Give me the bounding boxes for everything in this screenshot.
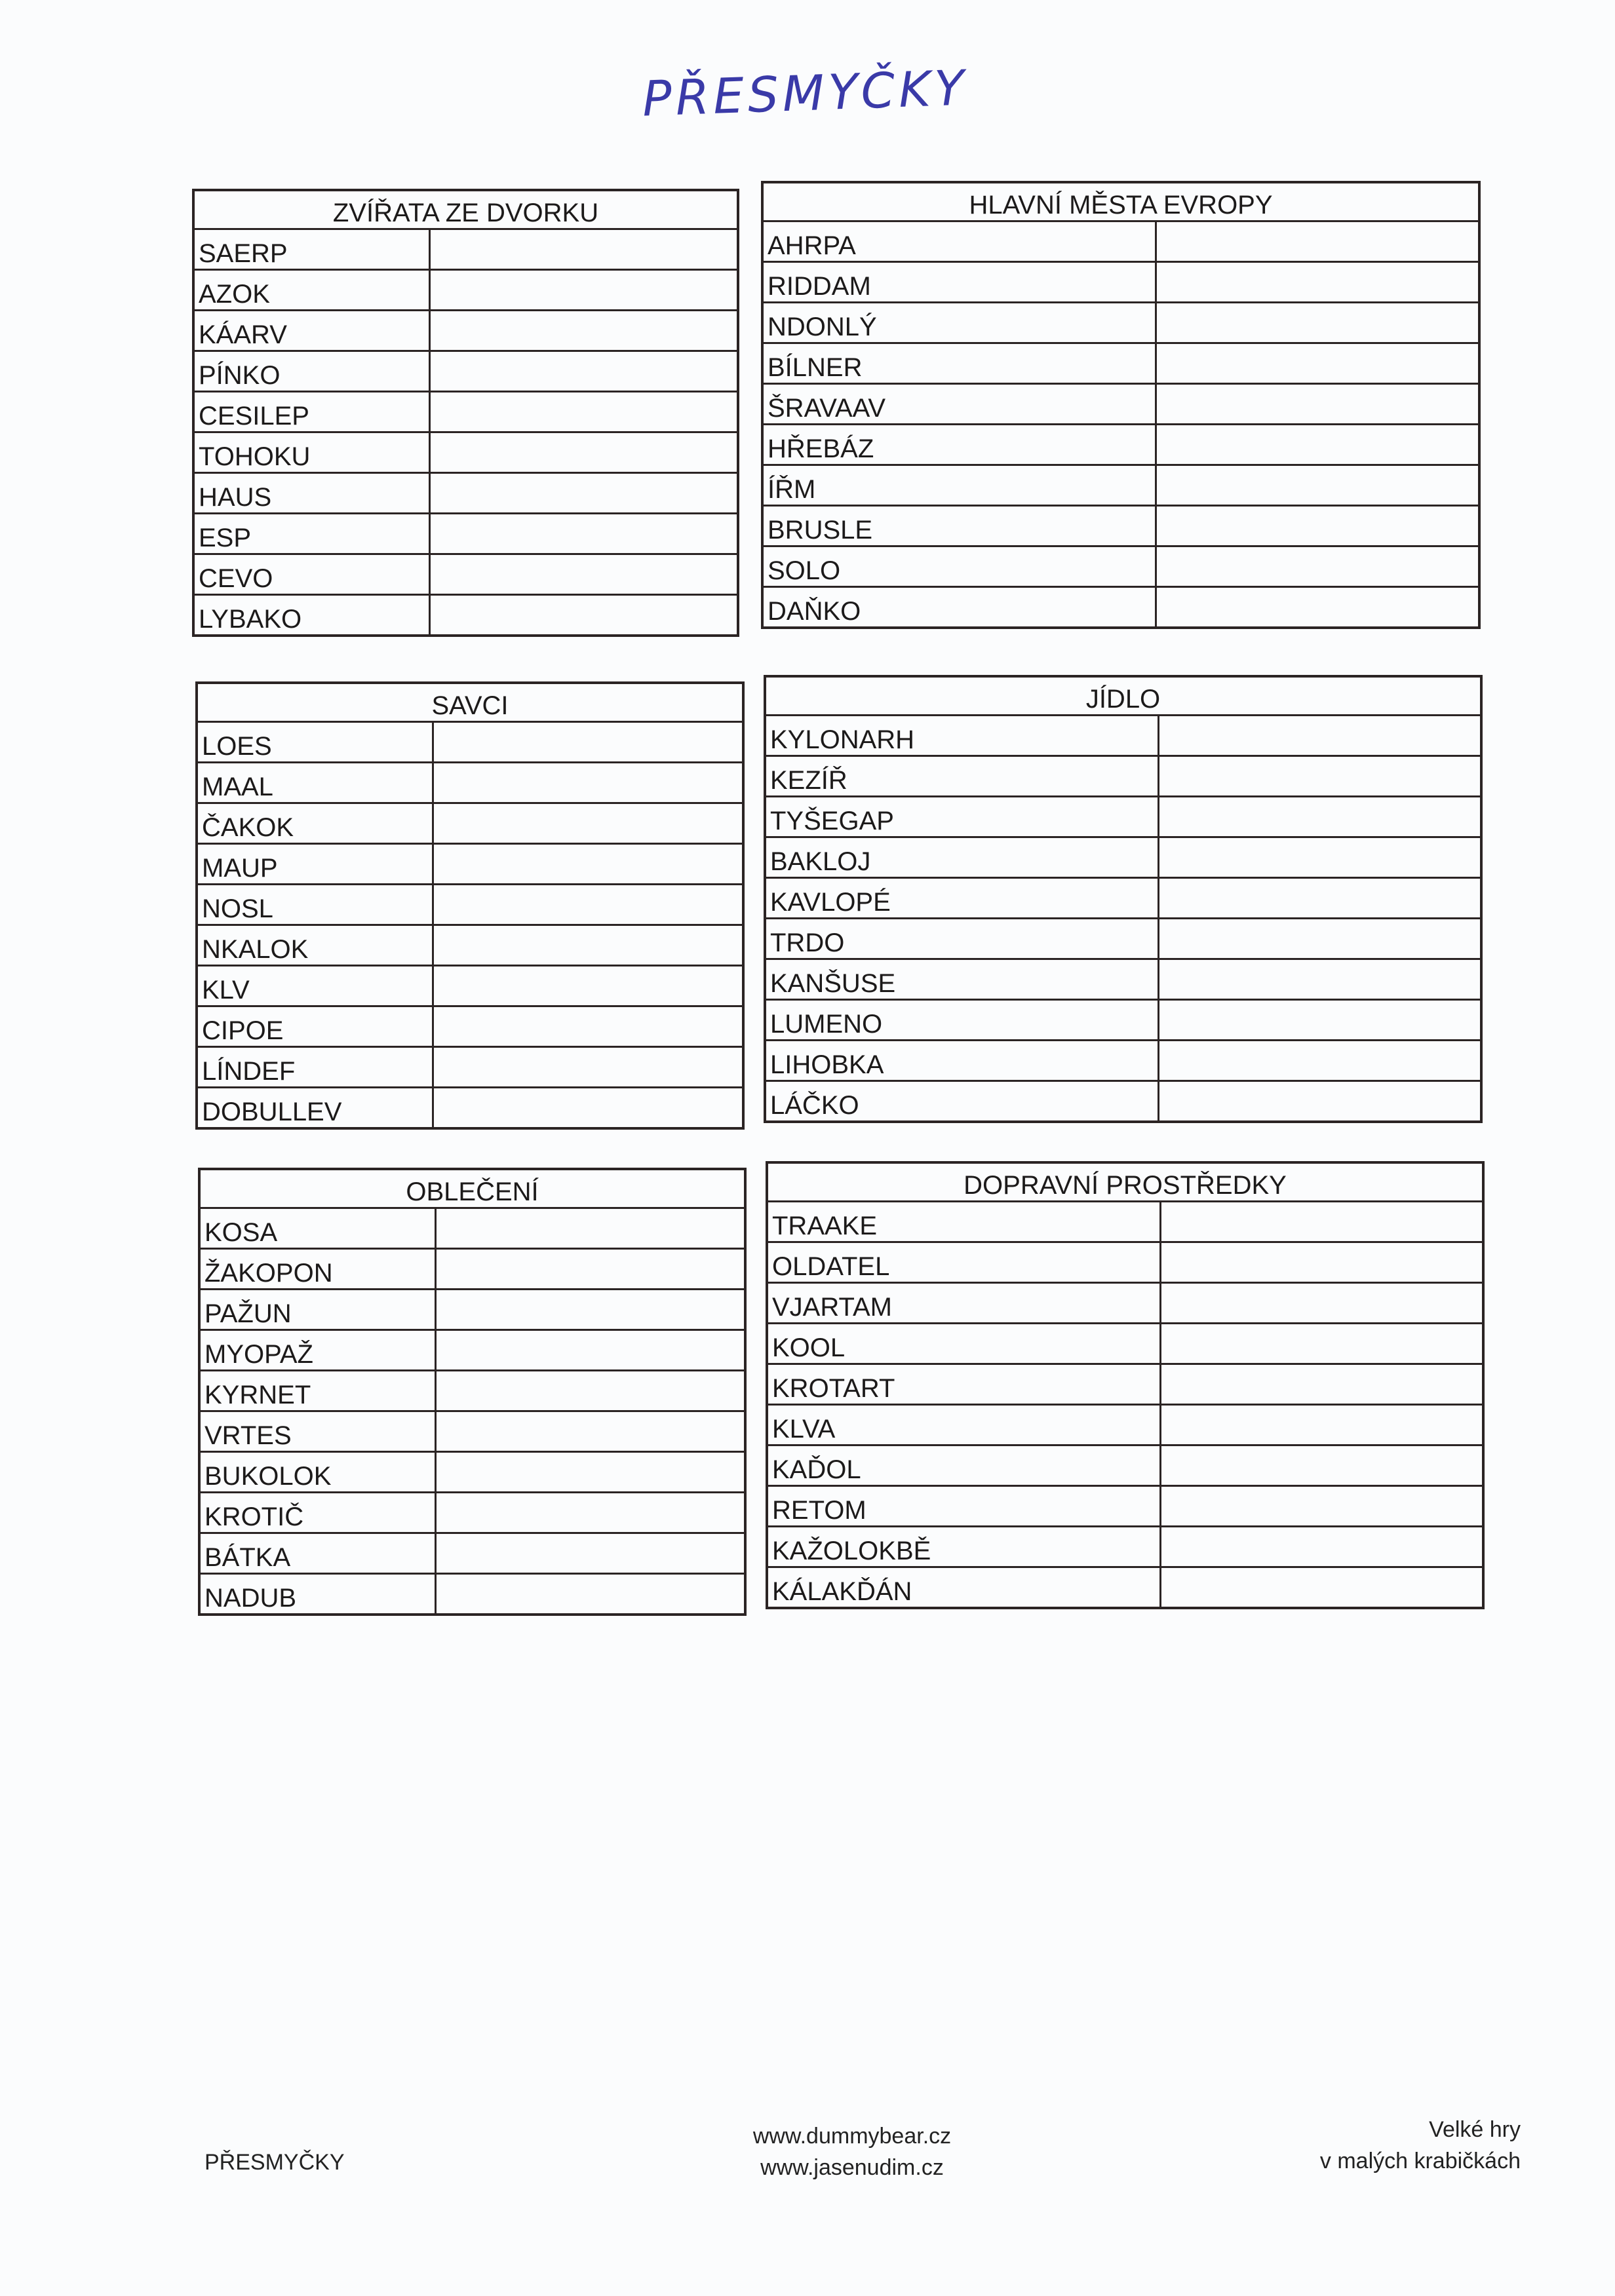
- table-row: [199, 1371, 745, 1411]
- answer-cell[interactable]: [433, 1047, 743, 1088]
- answer-cell[interactable]: [435, 1290, 745, 1330]
- table-row: [767, 1364, 1483, 1405]
- footer-left: PŘESMYČKY: [204, 2150, 345, 2175]
- scrambled-word: KAĎOL: [767, 1445, 1160, 1486]
- table-row: [767, 1283, 1483, 1324]
- scrambled-word: KOOL: [767, 1324, 1160, 1364]
- footer-url-1: www.dummybear.cz: [752, 2124, 952, 2149]
- answer-cell[interactable]: [1160, 1364, 1483, 1405]
- answer-cell[interactable]: [435, 1371, 745, 1411]
- answer-cell[interactable]: [1156, 546, 1479, 587]
- answer-cell[interactable]: [1156, 221, 1479, 262]
- answer-cell[interactable]: [433, 763, 743, 803]
- scrambled-word: NOSL: [197, 885, 433, 925]
- answer-cell[interactable]: [435, 1411, 745, 1452]
- table-row: [193, 229, 738, 270]
- table-row: [765, 878, 1481, 919]
- scrambled-word: KÁARV: [193, 311, 429, 351]
- table-row: [193, 311, 738, 351]
- table-row: [767, 1527, 1483, 1567]
- answer-cell[interactable]: [1156, 384, 1479, 425]
- answer-cell[interactable]: [435, 1533, 745, 1574]
- scrambled-word: ŠRAVAAV: [762, 384, 1156, 425]
- table-row: [197, 844, 743, 885]
- scrambled-word: LUMENO: [765, 1000, 1158, 1041]
- scrambled-word: KROTART: [767, 1364, 1160, 1405]
- answer-cell[interactable]: [429, 270, 738, 311]
- scrambled-word: CESILEP: [193, 392, 429, 432]
- section-heading: DOPRAVNÍ PROSTŘEDKY: [767, 1162, 1483, 1202]
- table-row: [193, 595, 738, 636]
- answer-cell[interactable]: [429, 473, 738, 514]
- table-row: [767, 1405, 1483, 1445]
- puzzle-table: [198, 1168, 747, 1616]
- answer-cell[interactable]: [1158, 1041, 1481, 1081]
- table-row: [197, 763, 743, 803]
- answer-cell[interactable]: [435, 1249, 745, 1290]
- scrambled-word: TRDO: [765, 919, 1158, 959]
- table-row: [762, 465, 1479, 506]
- table-row: [762, 262, 1479, 303]
- answer-cell[interactable]: [429, 554, 738, 595]
- answer-cell[interactable]: [1158, 756, 1481, 797]
- footer-right: [1272, 2114, 1521, 2177]
- table-row: [199, 1208, 745, 1249]
- table-row: [765, 1000, 1481, 1041]
- answer-cell[interactable]: [435, 1452, 745, 1493]
- answer-cell[interactable]: [1160, 1567, 1483, 1609]
- scrambled-word: VRTES: [199, 1411, 435, 1452]
- answer-cell[interactable]: [1156, 587, 1479, 628]
- footer-tagline-2: v malých krabičkách: [1319, 2149, 1521, 2173]
- table-row: [765, 756, 1481, 797]
- table-row: [767, 1445, 1483, 1486]
- puzzle-table: [764, 675, 1483, 1123]
- section-heading: ZVÍŘATA ZE DVORKU: [193, 190, 738, 229]
- table-row: [765, 959, 1481, 1000]
- table-row: [199, 1574, 745, 1615]
- answer-cell[interactable]: [435, 1493, 745, 1533]
- answer-cell[interactable]: [433, 844, 743, 885]
- scrambled-word: KAŽOLOKBĚ: [767, 1527, 1160, 1567]
- table-row: [199, 1493, 745, 1533]
- scrambled-word: ÍŘM: [762, 465, 1156, 506]
- table-row: [762, 303, 1479, 343]
- scrambled-word: KYRNET: [199, 1371, 435, 1411]
- answer-cell[interactable]: [1158, 716, 1481, 756]
- table-row: [197, 1006, 743, 1047]
- answer-cell[interactable]: [1160, 1242, 1483, 1283]
- answer-cell[interactable]: [1158, 959, 1481, 1000]
- table-row: [199, 1290, 745, 1330]
- scrambled-word: TYŠEGAP: [765, 797, 1158, 837]
- scrambled-word: NADUB: [199, 1574, 435, 1615]
- table-row: [199, 1533, 745, 1574]
- table-row: [197, 722, 743, 763]
- section-heading: JÍDLO: [765, 676, 1481, 716]
- answer-cell[interactable]: [1158, 1000, 1481, 1041]
- table-row: [199, 1249, 745, 1290]
- answer-cell[interactable]: [429, 514, 738, 554]
- scrambled-word: LÍNDEF: [197, 1047, 433, 1088]
- answer-cell[interactable]: [1160, 1527, 1483, 1567]
- scrambled-word: KEZÍŘ: [765, 756, 1158, 797]
- scrambled-word: LÁČKO: [765, 1081, 1158, 1122]
- table-row: [765, 716, 1481, 756]
- scrambled-word: LYBAKO: [193, 595, 429, 636]
- answer-cell[interactable]: [433, 885, 743, 925]
- answer-cell[interactable]: [433, 966, 743, 1006]
- table-row: [767, 1567, 1483, 1609]
- scrambled-word: VJARTAM: [767, 1283, 1160, 1324]
- answer-cell[interactable]: [429, 351, 738, 392]
- scrambled-word: SOLO: [762, 546, 1156, 587]
- scrambled-word: BÁTKA: [199, 1533, 435, 1574]
- answer-cell[interactable]: [1156, 425, 1479, 465]
- scrambled-word: TOHOKU: [193, 432, 429, 473]
- answer-cell[interactable]: [429, 595, 738, 636]
- scrambled-word: HŘEBÁZ: [762, 425, 1156, 465]
- answer-cell[interactable]: [1160, 1202, 1483, 1242]
- scrambled-word: ESP: [193, 514, 429, 554]
- answer-cell[interactable]: [1158, 919, 1481, 959]
- table-row: [199, 1452, 745, 1493]
- scrambled-word: TRAAKE: [767, 1202, 1160, 1242]
- footer-url-2: www.jasenudim.cz: [760, 2155, 944, 2180]
- scrambled-word: MAUP: [197, 844, 433, 885]
- answer-cell[interactable]: [429, 229, 738, 270]
- table-row: [762, 343, 1479, 384]
- table-row: [193, 473, 738, 514]
- scrambled-word: NKALOK: [197, 925, 433, 966]
- scrambled-word: ČAKOK: [197, 803, 433, 844]
- table-row: [193, 351, 738, 392]
- table-row: [193, 514, 738, 554]
- table-row: [765, 837, 1481, 878]
- scrambled-word: KAVLOPÉ: [765, 878, 1158, 919]
- table-row: [767, 1324, 1483, 1364]
- scrambled-word: KOSA: [199, 1208, 435, 1249]
- scrambled-word: RETOM: [767, 1486, 1160, 1527]
- scrambled-word: BUKOLOK: [199, 1452, 435, 1493]
- table-row: [762, 221, 1479, 262]
- table-row: [193, 432, 738, 473]
- scrambled-word: NDONLÝ: [762, 303, 1156, 343]
- scrambled-word: DOBULLEV: [197, 1088, 433, 1129]
- scrambled-word: KANŠUSE: [765, 959, 1158, 1000]
- answer-cell[interactable]: [433, 722, 743, 763]
- scrambled-word: PAŽUN: [199, 1290, 435, 1330]
- table-row: [762, 506, 1479, 546]
- scrambled-word: MYOPAŽ: [199, 1330, 435, 1371]
- scrambled-word: RIDDAM: [762, 262, 1156, 303]
- table-row: [197, 966, 743, 1006]
- answer-cell[interactable]: [1160, 1405, 1483, 1445]
- answer-cell[interactable]: [435, 1574, 745, 1615]
- scrambled-word: KYLONARH: [765, 716, 1158, 756]
- answer-cell[interactable]: [1156, 303, 1479, 343]
- answer-cell[interactable]: [429, 392, 738, 432]
- answer-cell[interactable]: [433, 925, 743, 966]
- answer-cell[interactable]: [1160, 1283, 1483, 1324]
- answer-cell[interactable]: [435, 1330, 745, 1371]
- answer-cell[interactable]: [1160, 1486, 1483, 1527]
- answer-cell[interactable]: [429, 311, 738, 351]
- scrambled-word: DAŇKO: [762, 587, 1156, 628]
- table-row: [197, 925, 743, 966]
- table-row: [193, 554, 738, 595]
- answer-cell[interactable]: [1158, 878, 1481, 919]
- answer-cell[interactable]: [1156, 262, 1479, 303]
- table-row: [193, 270, 738, 311]
- answer-cell[interactable]: [1156, 343, 1479, 384]
- answer-cell[interactable]: [1158, 797, 1481, 837]
- table-row: [762, 425, 1479, 465]
- answer-cell[interactable]: [1160, 1324, 1483, 1364]
- scrambled-word: AZOK: [193, 270, 429, 311]
- footer-center: [721, 2120, 983, 2183]
- scrambled-word: KLVA: [767, 1405, 1160, 1445]
- scrambled-word: KÁLAKĎÁN: [767, 1567, 1160, 1609]
- table-row: [197, 1047, 743, 1088]
- answer-cell[interactable]: [1160, 1445, 1483, 1486]
- answer-cell[interactable]: [433, 803, 743, 844]
- table-row: [199, 1411, 745, 1452]
- section-heading: SAVCI: [197, 683, 743, 722]
- scrambled-word: PÍNKO: [193, 351, 429, 392]
- scrambled-word: KLV: [197, 966, 433, 1006]
- scrambled-word: BÍLNER: [762, 343, 1156, 384]
- table-row: [765, 919, 1481, 959]
- table-row: [762, 384, 1479, 425]
- scrambled-word: SAERP: [193, 229, 429, 270]
- scrambled-word: AHRPA: [762, 221, 1156, 262]
- table-row: [193, 392, 738, 432]
- scrambled-word: CEVO: [193, 554, 429, 595]
- table-row: [199, 1330, 745, 1371]
- scrambled-word: HAUS: [193, 473, 429, 514]
- table-row: [765, 1041, 1481, 1081]
- puzzle-table: [195, 681, 745, 1130]
- table-row: [767, 1202, 1483, 1242]
- scrambled-word: BRUSLE: [762, 506, 1156, 546]
- section-heading: OBLEČENÍ: [199, 1169, 745, 1208]
- scrambled-word: CIPOE: [197, 1006, 433, 1047]
- page-title: PŘESMYČKY: [641, 60, 969, 128]
- puzzle-table: [766, 1161, 1485, 1609]
- scrambled-word: LOES: [197, 722, 433, 763]
- table-row: [762, 546, 1479, 587]
- scrambled-word: KROTIČ: [199, 1493, 435, 1533]
- section-heading: HLAVNÍ MĚSTA EVROPY: [762, 182, 1479, 221]
- table-row: [767, 1242, 1483, 1283]
- scrambled-word: OLDATEL: [767, 1242, 1160, 1283]
- answer-cell[interactable]: [1156, 465, 1479, 506]
- answer-cell[interactable]: [1158, 837, 1481, 878]
- table-row: [767, 1486, 1483, 1527]
- footer-tagline-1: Velké hry: [1429, 2117, 1521, 2142]
- table-row: [197, 885, 743, 925]
- puzzle-table: [761, 181, 1481, 629]
- scrambled-word: ŽAKOPON: [199, 1249, 435, 1290]
- table-row: [765, 1081, 1481, 1122]
- answer-cell[interactable]: [433, 1006, 743, 1047]
- answer-cell[interactable]: [433, 1088, 743, 1129]
- table-row: [762, 587, 1479, 628]
- puzzle-table: [192, 189, 739, 637]
- table-row: [765, 797, 1481, 837]
- answer-cell[interactable]: [1158, 1081, 1481, 1122]
- answer-cell[interactable]: [1156, 506, 1479, 546]
- scrambled-word: MAAL: [197, 763, 433, 803]
- answer-cell[interactable]: [435, 1208, 745, 1249]
- table-row: [197, 1088, 743, 1129]
- answer-cell[interactable]: [429, 432, 738, 473]
- table-row: [197, 803, 743, 844]
- scrambled-word: LIHOBKA: [765, 1041, 1158, 1081]
- scrambled-word: BAKLOJ: [765, 837, 1158, 878]
